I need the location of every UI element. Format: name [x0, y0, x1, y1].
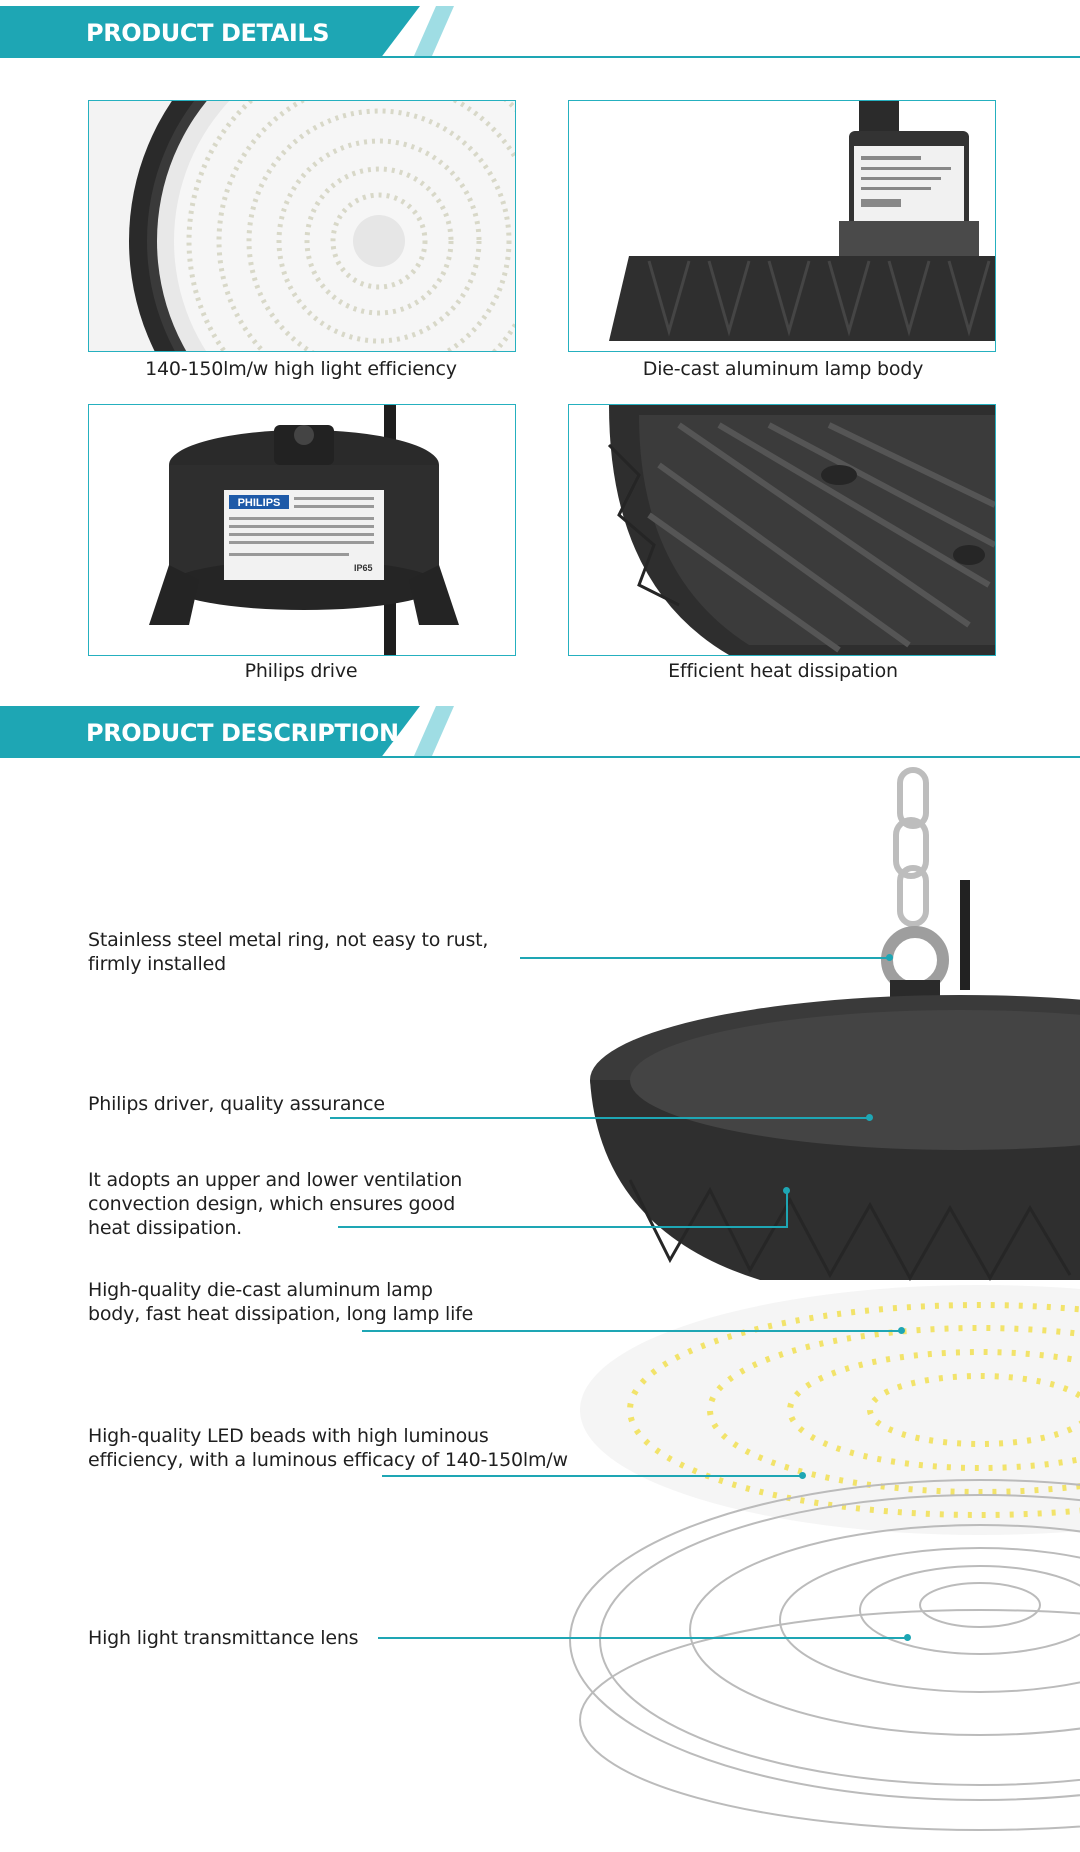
- leader-led-beads: [382, 1475, 802, 1477]
- leader-dot-lens: [904, 1634, 911, 1641]
- driver-ip-rating: IP65: [354, 563, 373, 573]
- product-details-banner: [0, 0, 1080, 62]
- leader-dot-philips-driver: [866, 1114, 873, 1121]
- leader-die-cast-body: [362, 1330, 902, 1332]
- callout-die-cast-body: High-quality die-cast aluminum lamp body, fast heat dissipation, long lamp life: [88, 1279, 474, 1325]
- banner-stripe: [414, 6, 454, 56]
- leader-dot-metal-ring: [886, 954, 893, 961]
- metal-ring-icon: [887, 932, 943, 988]
- lamp-body-image: [569, 101, 995, 351]
- callout-philips-driver: Philips driver, quality assurance: [88, 1093, 385, 1115]
- leader-metal-ring: [520, 957, 890, 959]
- driver-brand-text: PHILIPS: [237, 497, 281, 509]
- callout-ventilation: It adopts an upper and lower ventilation convection design, which ensures good heat dissipation.: [88, 1169, 463, 1239]
- leader-lens: [378, 1637, 908, 1639]
- banner-underline: [0, 56, 1080, 58]
- chain-icon: [896, 770, 926, 924]
- leader-ventilation-vertical: [786, 1190, 788, 1228]
- detail-caption-4: Efficient heat dissipation: [668, 660, 898, 682]
- detail-card-lamp-body: [568, 100, 996, 352]
- callout-led-beads: High-quality LED beads with high luminous efficiency, with a luminous efficacy of 140-150lm/w: [88, 1425, 568, 1471]
- callout-lens: High light transmittance lens: [88, 1627, 359, 1649]
- led-panel-image: [89, 101, 515, 351]
- callout-metal-ring: Stainless steel metal ring, not easy to rust, firmly installed: [88, 929, 489, 975]
- exploded-lamp-illustration: [560, 760, 1080, 1852]
- detail-card-driver: [88, 404, 516, 656]
- leader-ventilation: [338, 1226, 788, 1228]
- detail-card-led-panel: [88, 100, 516, 352]
- product-details-title: PRODUCT DETAILS: [86, 19, 330, 47]
- banner-underline: [0, 756, 1080, 758]
- detail-caption-3: Philips drive: [244, 660, 358, 682]
- banner-stripe: [414, 706, 454, 756]
- leader-philips-driver: [330, 1117, 870, 1119]
- driver-image: [89, 405, 515, 655]
- product-description-banner: [0, 700, 1080, 762]
- product-description-title: PRODUCT DESCRIPTION: [86, 719, 399, 747]
- leader-dot-die-cast-body: [898, 1327, 905, 1334]
- detail-caption-1: 140-150lm/w high light efficiency: [145, 358, 457, 380]
- heat-sink-image: [569, 405, 995, 655]
- leader-dot-ventilation: [783, 1187, 790, 1194]
- leader-dot-led-beads: [799, 1472, 806, 1479]
- detail-caption-2: Die-cast aluminum lamp body: [642, 358, 924, 380]
- detail-card-heat-dissipation: [568, 404, 996, 656]
